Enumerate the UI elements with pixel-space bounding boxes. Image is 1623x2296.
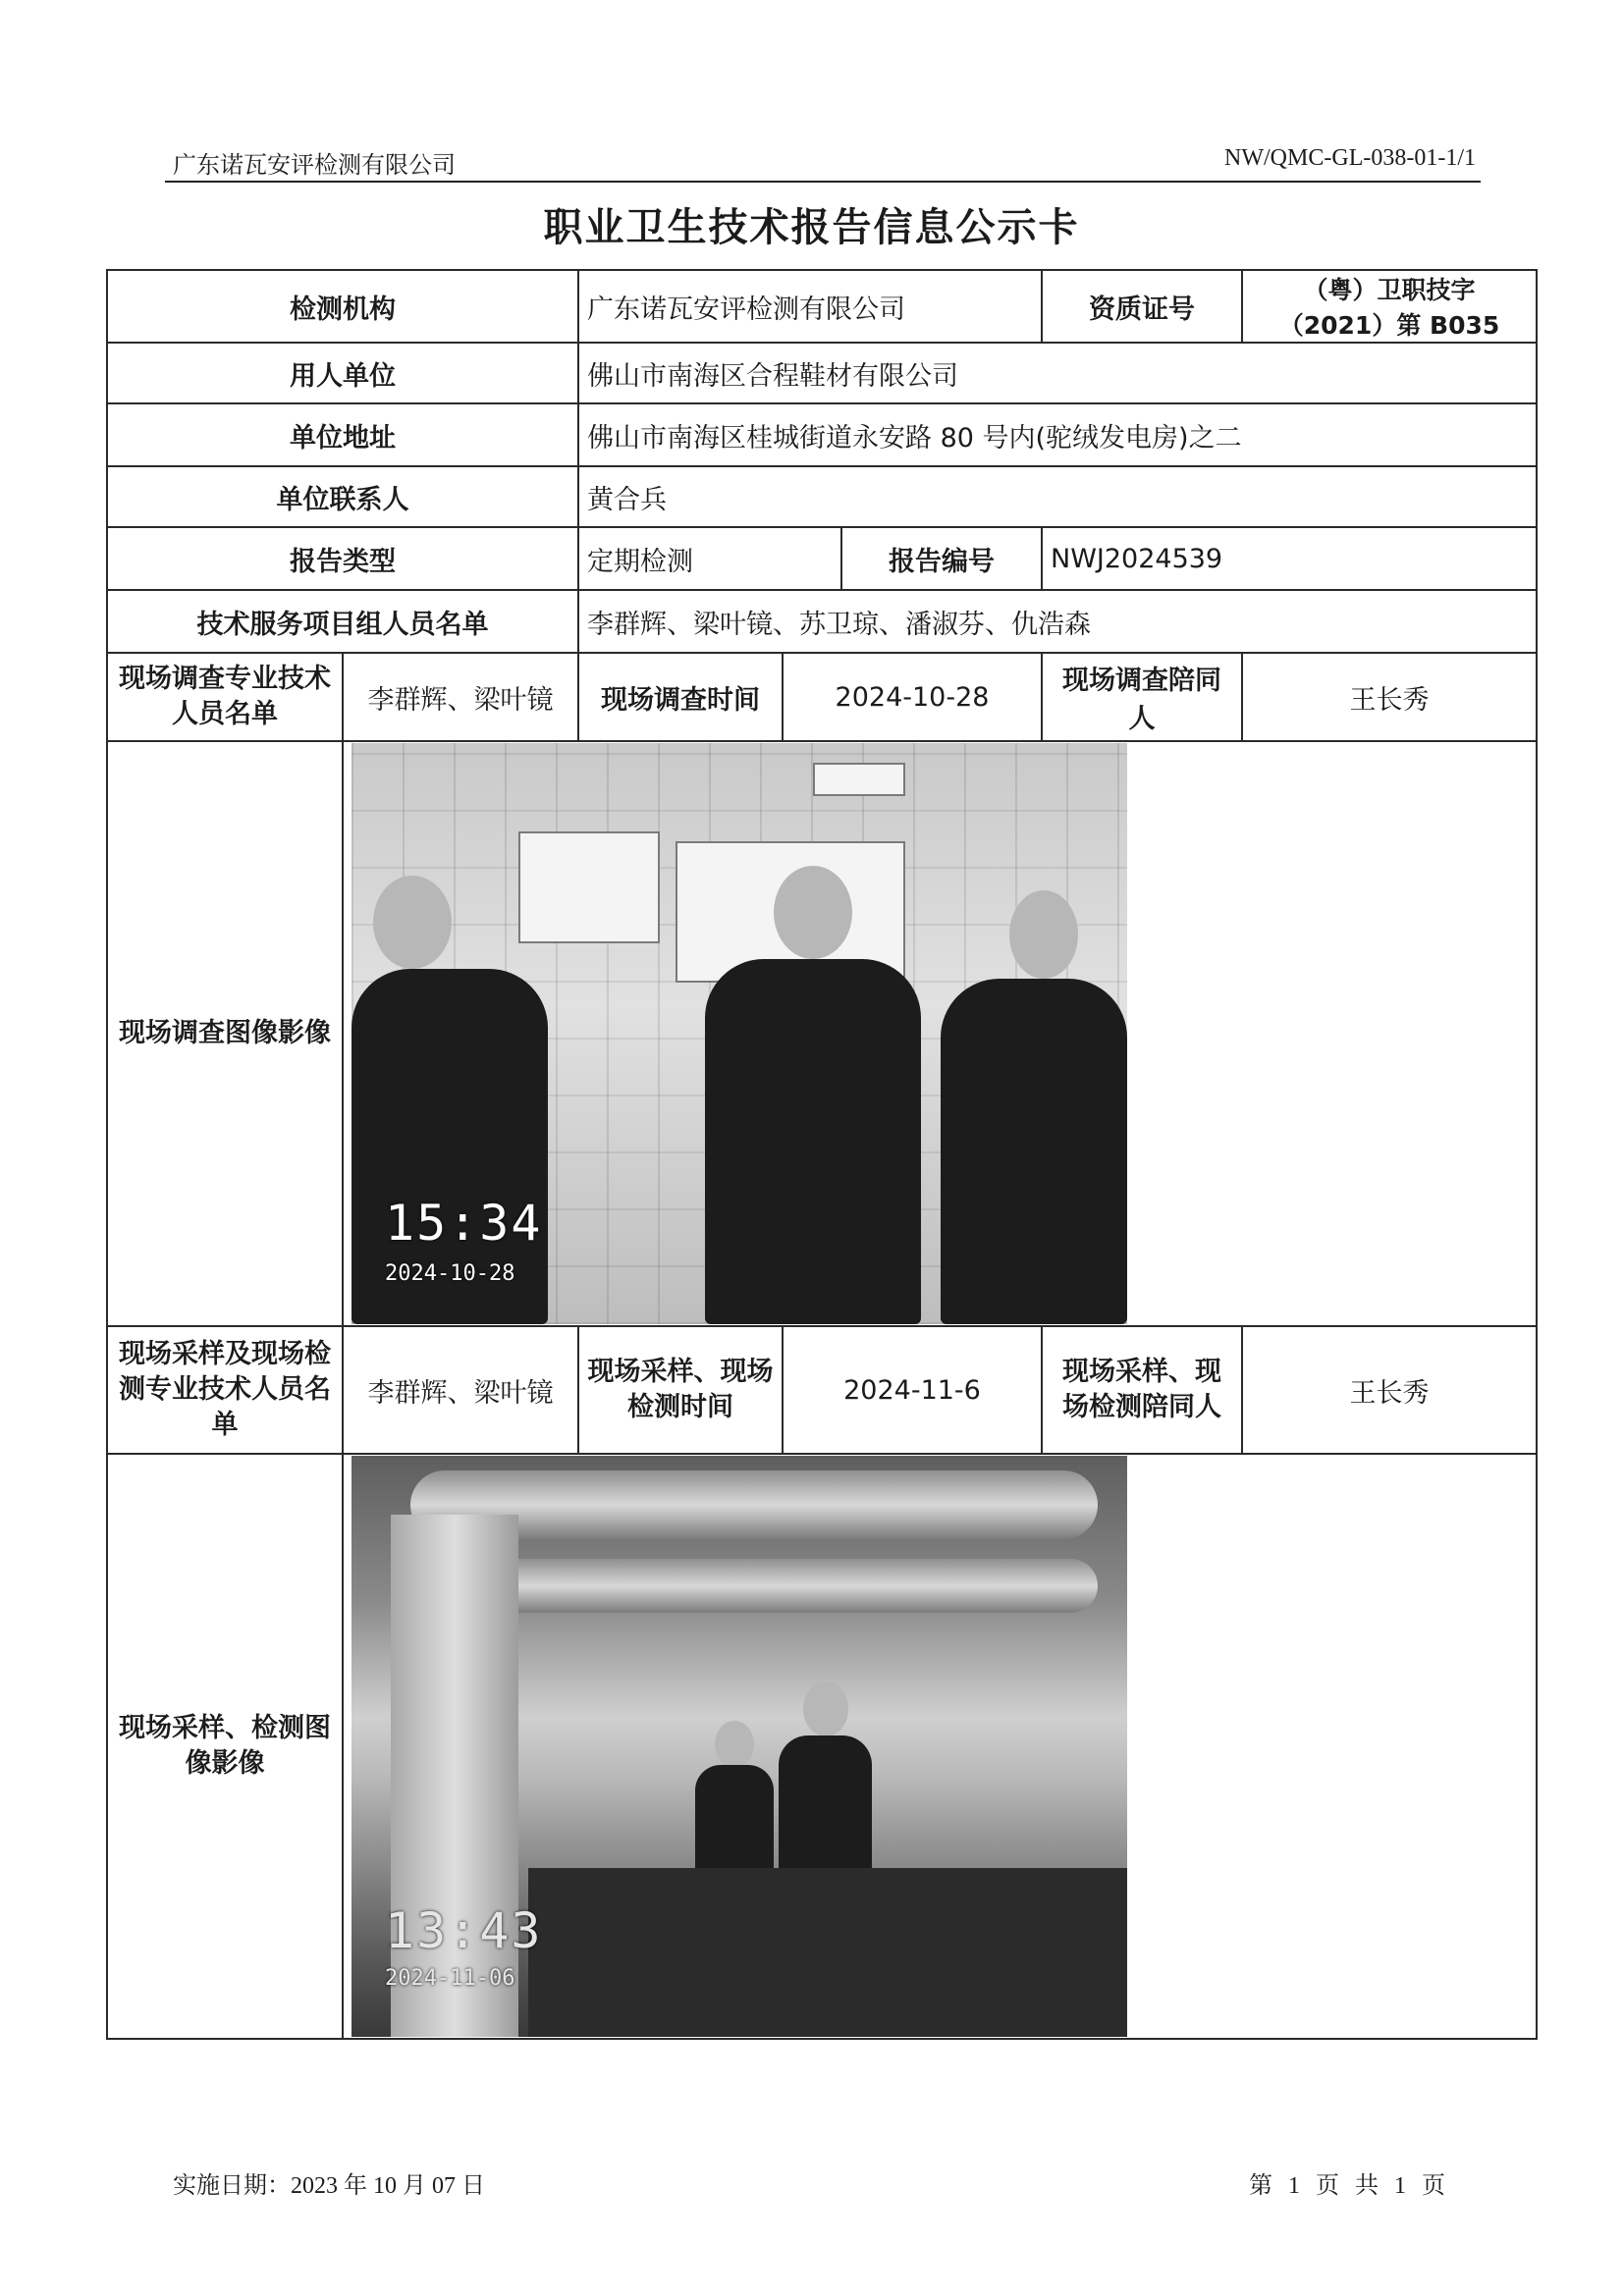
info-card-table [106,269,1538,2040]
team-label: 技术服务项目组人员名单 [107,590,578,653]
contact-label: 单位联系人 [107,466,578,527]
sampling-escort-label: 现场采样、现场检测陪同人 [1042,1326,1242,1454]
person-2 [705,959,921,1324]
row-survey-photo [107,741,1537,1326]
worker-1-head [803,1682,848,1736]
cert-label: 资质证号 [1042,270,1242,343]
wall-sign-1 [518,831,660,943]
worker-1 [779,1735,872,1883]
survey-photo-cell [343,741,1537,1326]
report-type-label: 报告类型 [107,527,578,590]
sampling-escort-value: 王长秀 [1242,1326,1537,1454]
employer-value: 佛山市南海区合程鞋材有限公司 [578,343,1537,403]
survey-staff-label: 现场调查专业技术人员名单 [107,653,343,741]
sampling-staff-value: 李群辉、梁叶镜 [343,1326,578,1454]
person-2-head [774,866,852,959]
address-value: 佛山市南海区桂城街道永安路 80 号内(驼绒发电房)之二 [578,403,1537,466]
row-survey [107,653,1537,741]
report-no-value: NWJ2024539 [1042,527,1537,590]
sampling-photo [352,1456,1127,2037]
org-label: 检测机构 [107,270,578,343]
report-type-value: 定期检测 [578,527,841,590]
sampling-time-value: 2024-11-6 [783,1326,1042,1454]
footer-page-info: 第 1 页 共 1 页 [1249,2173,1445,2199]
row-address [107,403,1537,466]
row-team [107,590,1537,653]
survey-time-value: 2024-10-28 [783,653,1042,741]
survey-escort-value: 王长秀 [1242,653,1537,741]
survey-photo-time: 15:34 [385,1195,543,1252]
header-divider [165,181,1481,183]
header-company: 广东诺瓦安评检测有限公司 [173,151,456,179]
page-title: 职业卫生技术报告信息公示卡 [543,205,1080,250]
ceiling-duct-2 [469,1559,1098,1613]
survey-photo-date: 2024-10-28 [385,1261,515,1286]
survey-time-label: 现场调查时间 [578,653,783,741]
row-org [107,270,1537,343]
sampling-photo-time: 13:43 [385,1902,543,1959]
team-value: 李群辉、梁叶镜、苏卫琼、潘淑芬、仇浩森 [578,590,1537,653]
footer-effective-date: 实施日期：2023 年 10 月 07 日 [173,2173,485,2199]
worker-2-head [715,1721,754,1768]
sampling-time-label: 现场采样、现场检测时间 [578,1326,783,1454]
workbench [528,1868,1127,2037]
contact-value: 黄合兵 [578,466,1537,527]
survey-staff-value: 李群辉、梁叶镜 [343,653,578,741]
org-value: 广东诺瓦安评检测有限公司 [578,270,1042,343]
row-sampling [107,1326,1537,1454]
address-label: 单位地址 [107,403,578,466]
sampling-photo-cell [343,1454,1537,2039]
sampling-photo-label: 现场采样、检测图像影像 [107,1454,343,2039]
header-doc-code: NW/QMC-GL-038-01-1/1 [1224,145,1476,171]
survey-escort-label: 现场调查陪同人 [1042,653,1242,741]
row-report [107,527,1537,590]
report-no-label: 报告编号 [841,527,1042,590]
row-employer [107,343,1537,403]
person-3-head [1009,890,1078,979]
survey-photo [352,743,1127,1324]
person-3 [941,979,1127,1324]
person-1-head [373,876,452,969]
employer-label: 用人单位 [107,343,578,403]
cert-value: （粤）卫职技字（2021）第 B035 [1242,270,1537,343]
sampling-staff-label: 现场采样及现场检测专业技术人员名单 [107,1326,343,1454]
survey-photo-label: 现场调查图像影像 [107,741,343,1326]
row-sampling-photo [107,1454,1537,2039]
worker-2 [695,1765,774,1883]
row-contact [107,466,1537,527]
sampling-photo-date: 2024-11-06 [385,1966,515,1991]
wall-note [813,763,905,796]
